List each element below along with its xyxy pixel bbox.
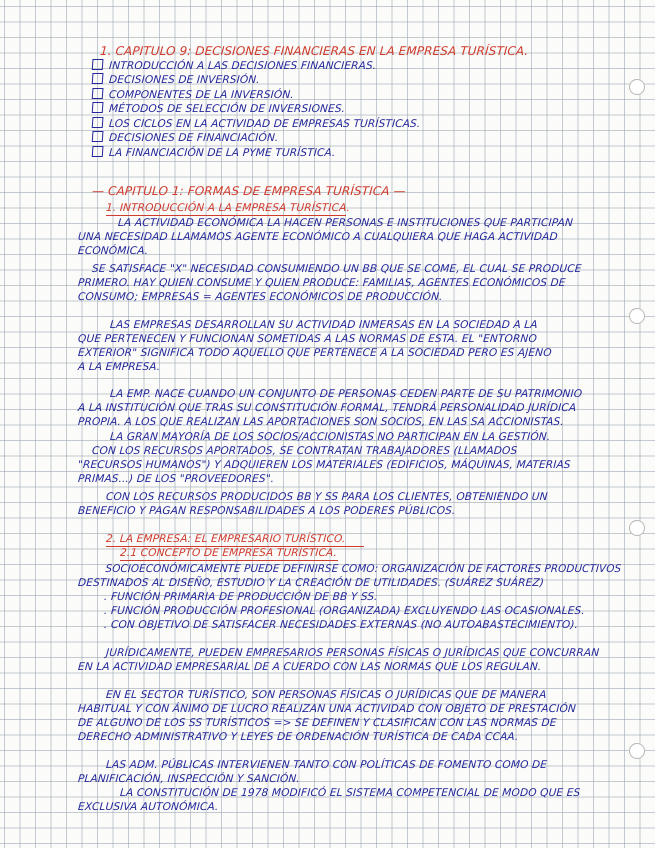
paragraph-line: PLANIFICACIÓN, INSPECCIÓN Y SANCIÓN. (77, 773, 301, 785)
chapter1-title: — CAPITULO 1: FORMAS DE EMPRESA TURÍSTICA — (91, 184, 407, 198)
list-item: DECISIONES DE FINANCIACIÓN. (92, 131, 279, 145)
paragraph-line: LAS EMPRESAS DESARROLLAN SU ACTIVIDAD INMERSAS EN LA SOCIEDAD A LA (109, 319, 538, 331)
paragraph-line: PRIMAS...) DE LOS "PROVEEDORES". (77, 473, 275, 485)
paragraph-line: CON LOS RECURSOS APORTADOS, SE CONTRATAN TRABAJADORES (LLAMADOS (91, 445, 518, 457)
list-item: INTRODUCCIÓN A LAS DECISIONES FINANCIERAS. (92, 59, 377, 73)
paragraph-line: LA GRAN MAYORÍA DE LOS SOCIOS/ACCIONISTAS NO PARTICIPAN EN LA GESTIÓN. (109, 431, 551, 443)
binder-hole (629, 79, 645, 95)
paragraph-line: DESTINADOS AL DISEÑO, ESTUDIO Y LA CREACIÓN DE UTILIDADES. (SUÁREZ SUÁREZ) (77, 577, 545, 589)
subsection-heading: 2.1 CONCEPTO DE EMPRESA TURÍSTICA. (119, 547, 338, 559)
section-heading: 1. INTRODUCCIÓN A LA EMPRESA TURÍSTICA. (105, 202, 351, 214)
list-item: . FUNCIÓN PRIMARIA DE PRODUCCIÓN DE BB Y SS. (103, 591, 379, 603)
paragraph-line: LA ACTIVIDAD ECONÓMICA LA HACEN PERSONAS E INSTITUCIONES QUE PARTICIPAN (117, 217, 574, 229)
paragraph-line: PROPIA. A LOS QUE REALIZAN LAS APORTACIONES SON SOCIOS, EN LAS SA ACCIONISTAS. (77, 416, 565, 428)
paragraph-line: CONSUMO; EMPRESAS = AGENTES ECONÓMICOS DE PRODUCCIÓN. (77, 291, 443, 303)
list-item: LOS CICLOS EN LA ACTIVIDAD DE EMPRESAS TURÍSTICAS. (92, 117, 421, 131)
list-item: DECISIONES DE INVERSIÓN. (92, 73, 261, 87)
checkbox-icon (92, 117, 104, 128)
paragraph-line: LAS ADM. PÚBLICAS INTERVIENEN TANTO CON POLÍTICAS DE FOMENTO COMO DE (105, 759, 548, 771)
paragraph-line: JURÍDICAMENTE, PUEDEN EMPRESARIOS PERSONAS FÍSICAS O JURÍDICAS QUE CONCURRAN (105, 647, 600, 659)
paragraph-line: PRIMERO. HAY QUIEN CONSUME Y QUIEN PRODUCE: FAMILIAS, AGENTES ECONÓMICOS DE (77, 277, 566, 289)
list-item: COMPONENTES DE LA INVERSIÓN. (92, 88, 295, 102)
paragraph-line: SE SATISFACE "X" NECESIDAD CONSUMIENDO UN BB QUE SE COME, EL CUAL SE PRODUCE (91, 263, 582, 275)
list-item: MÉTODOS DE SELECCIÓN DE INVERSIONES. (92, 102, 346, 116)
paragraph-line: LA CONSTITUCIÓN DE 1978 MODIFICÓ EL SISTEMA COMPETENCIAL DE MODO QUE ES (119, 787, 581, 799)
paragraph-line: EN LA ACTIVIDAD EMPRESARIAL DE A CUERDO CON LAS NORMAS QUE LOS REGULAN. (77, 661, 542, 673)
checkbox-icon (92, 102, 104, 113)
paragraph-line: BENEFICIO Y PAGAN RESPONSABILIDADES A LOS PODERES PÚBLICOS. (77, 505, 456, 517)
paragraph-line: UNA NECESIDAD LLAMAMOS AGENTE ECONÓMICO A CUALQUIERA QUE HAGA ACTIVIDAD (77, 231, 559, 243)
paragraph-line: "RECURSOS HUMANOS") Y ADQUIEREN LOS MATERIALES (EDIFICIOS, MÁQUINAS, MATERIAS (77, 459, 572, 471)
paragraph-line: SOCIOECONÓMICAMENTE PUEDE DEFINIRSE COMO: ORGANIZACIÓN DE FACTORES PRODUCTIVOS (105, 563, 622, 575)
paragraph-line: EXTERIOR" SIGNIFICA TODO AQUELLO QUE PERTENECE A LA SOCIEDAD PERO ES AJENO (77, 347, 553, 359)
paragraph-line: QUE PERTENECEN Y FUNCIONAN SOMETIDAS A LAS NORMAS DE ESTA. EL "ENTORNO (77, 333, 538, 345)
checkbox-icon (92, 131, 104, 142)
checkbox-icon (92, 59, 104, 70)
checkbox-icon (92, 146, 104, 157)
chapter9-title: 1. CAPITULO 9: DECISIONES FINANCIERAS EN LA EMPRESA TURÍSTICA. (99, 44, 529, 58)
paragraph-line: A LA EMPRESA. (77, 361, 161, 373)
binder-hole (629, 308, 645, 324)
paragraph-line: CON LOS RECURSOS PRODUCIDOS BB Y SS PARA LOS CLIENTES, OBTENIENDO UN (105, 491, 548, 503)
paragraph-line: A LA INSTITUCIÓN QUE TRAS SU CONSTITUCIÓN FORMAL, TENDRÁ PERSONALIDAD JURÍDICA (77, 402, 577, 414)
section-heading: 2. LA EMPRESA: EL EMPRESARIO TURÍSTICO. (105, 533, 346, 545)
paragraph-line: DERECHO ADMINISTRATIVO Y LEYES DE ORDENACIÓN TURÍSTICA DE CADA CCAA. (77, 731, 519, 743)
paragraph-line: ECONÓMICA. (77, 245, 149, 257)
binder-hole (629, 743, 645, 759)
paragraph-line: EN EL SECTOR TURÍSTICO, SON PERSONAS FÍSICAS O JURÍDICAS QUE DE MANERA (105, 689, 547, 701)
paragraph-line: EXCLUSIVA AUTONÓMICA. (77, 801, 219, 813)
binder-hole (629, 520, 645, 536)
paragraph-line: DE ALGUNO DE LOS SS TURÍSTICOS => SE DEFINEN Y CLASIFICAN CON LAS NORMAS DE (77, 717, 557, 729)
list-item: . FUNCIÓN PRODUCCIÓN PROFESIONAL (ORGANIZADA) EXCLUYENDO LAS OCASIONALES. (103, 605, 586, 617)
checkbox-icon (92, 88, 104, 99)
paragraph-line: HABITUAL Y CON ÁNIMO DE LUCRO REALIZAN UNA ACTIVIDAD CON OBJETO DE PRESTACIÓN (77, 703, 577, 715)
checkbox-icon (92, 73, 104, 84)
list-item: LA FINANCIACIÓN DE LA PYME TURÍSTICA. (92, 146, 336, 160)
list-item: . CON OBJETIVO DE SATISFACER NECESIDADES EXTERNAS (NO AUTOABASTECIMIENTO). (103, 619, 579, 631)
paragraph-line: LA EMP. NACE CUANDO UN CONJUNTO DE PERSONAS CEDEN PARTE DE SU PATRIMONIO (109, 388, 583, 400)
